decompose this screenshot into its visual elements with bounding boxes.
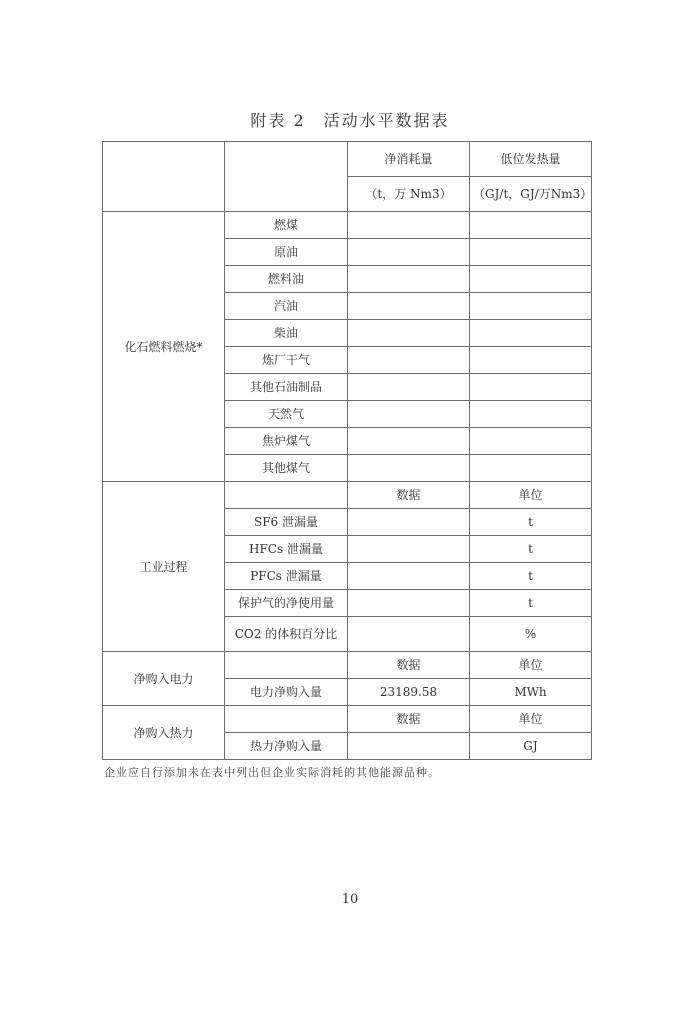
heating-value-value[interactable]	[470, 293, 592, 320]
heating-value-value[interactable]	[470, 266, 592, 293]
data-value[interactable]	[348, 509, 470, 536]
item-name: SF6 泄漏量	[225, 509, 348, 536]
unit-value: t	[470, 590, 592, 617]
heating-value-value[interactable]	[470, 347, 592, 374]
net-consumption-value[interactable]	[348, 266, 470, 293]
data-value[interactable]	[348, 590, 470, 617]
net-consumption-value[interactable]	[348, 212, 470, 239]
heating-value-value[interactable]	[470, 320, 592, 347]
section-label-industrial: 工业过程	[103, 482, 225, 652]
item-name: 热力净购入量	[225, 733, 348, 760]
header-empty-cell	[103, 142, 225, 212]
item-name: CO2 的体积百分比	[225, 617, 348, 652]
fuel-name: 炼厂干气	[225, 347, 348, 374]
unit-value: t	[470, 509, 592, 536]
column-header-unit: 单位	[470, 706, 592, 733]
net-consumption-value[interactable]	[348, 428, 470, 455]
unit-value: t	[470, 536, 592, 563]
column-header-data: 数据	[348, 652, 470, 679]
table-row	[103, 706, 592, 733]
net-consumption-value[interactable]	[348, 455, 470, 482]
data-value[interactable]	[348, 733, 470, 760]
table-row	[103, 482, 592, 509]
column-header-unit: 单位	[470, 652, 592, 679]
net-consumption-value[interactable]	[348, 347, 470, 374]
header-net-consumption-unit: （t，万 Nm3）	[348, 177, 470, 212]
net-consumption-value[interactable]	[348, 293, 470, 320]
item-name: 保护气的净使用量	[225, 590, 348, 617]
column-header-data: 数据	[348, 482, 470, 509]
item-name: HFCs 泄漏量	[225, 536, 348, 563]
fuel-name: 燃煤	[225, 212, 348, 239]
heating-value-value[interactable]	[470, 374, 592, 401]
fuel-name: 柴油	[225, 320, 348, 347]
table-row	[103, 652, 592, 679]
fuel-name: 燃料油	[225, 266, 348, 293]
column-header-data: 数据	[348, 706, 470, 733]
section-label-heat: 净购入热力	[103, 706, 225, 760]
data-value[interactable]	[348, 536, 470, 563]
empty-cell	[225, 652, 348, 679]
net-consumption-value[interactable]	[348, 239, 470, 266]
net-consumption-value[interactable]	[348, 374, 470, 401]
heating-value-value[interactable]	[470, 401, 592, 428]
heating-value-value[interactable]	[470, 212, 592, 239]
fuel-name: 其他石油制品	[225, 374, 348, 401]
empty-cell	[225, 706, 348, 733]
header-heating-value-unit: （GJ/t，GJ/万Nm3）	[470, 177, 592, 212]
net-consumption-value[interactable]	[348, 320, 470, 347]
unit-value: t	[470, 563, 592, 590]
footnote: 企业应自行添加未在表中列出但企业实际消耗的其他能源品种。	[104, 766, 440, 779]
data-value[interactable]: 23189.58	[348, 679, 470, 706]
heating-value-value[interactable]	[470, 239, 592, 266]
page-title: 附表 2 活动水平数据表	[250, 111, 450, 130]
fuel-name: 焦炉煤气	[225, 428, 348, 455]
section-label-electricity: 净购入电力	[103, 652, 225, 706]
net-consumption-value[interactable]	[348, 401, 470, 428]
empty-cell	[225, 482, 348, 509]
fuel-name: 其他煤气	[225, 455, 348, 482]
fuel-name: 原油	[225, 239, 348, 266]
header-net-consumption: 净消耗量	[348, 142, 470, 177]
header-lower-heating-value: 低位发热量	[470, 142, 592, 177]
unit-value: MWh	[470, 679, 592, 706]
fuel-name: 天然气	[225, 401, 348, 428]
unit-value: GJ	[470, 733, 592, 760]
unit-value: %	[470, 617, 592, 652]
data-value[interactable]	[348, 617, 470, 652]
fuel-name: 汽油	[225, 293, 348, 320]
section-label-fossil: 化石燃料燃烧*	[103, 212, 225, 482]
header-empty-cell	[225, 142, 348, 212]
data-value[interactable]	[348, 563, 470, 590]
item-name: PFCs 泄漏量	[225, 563, 348, 590]
table-row	[103, 212, 592, 239]
page-number: 10	[341, 892, 359, 907]
activity-data-table	[102, 141, 592, 760]
item-name: 电力净购入量	[225, 679, 348, 706]
column-header-unit: 单位	[470, 482, 592, 509]
heating-value-value[interactable]	[470, 455, 592, 482]
heating-value-value[interactable]	[470, 428, 592, 455]
